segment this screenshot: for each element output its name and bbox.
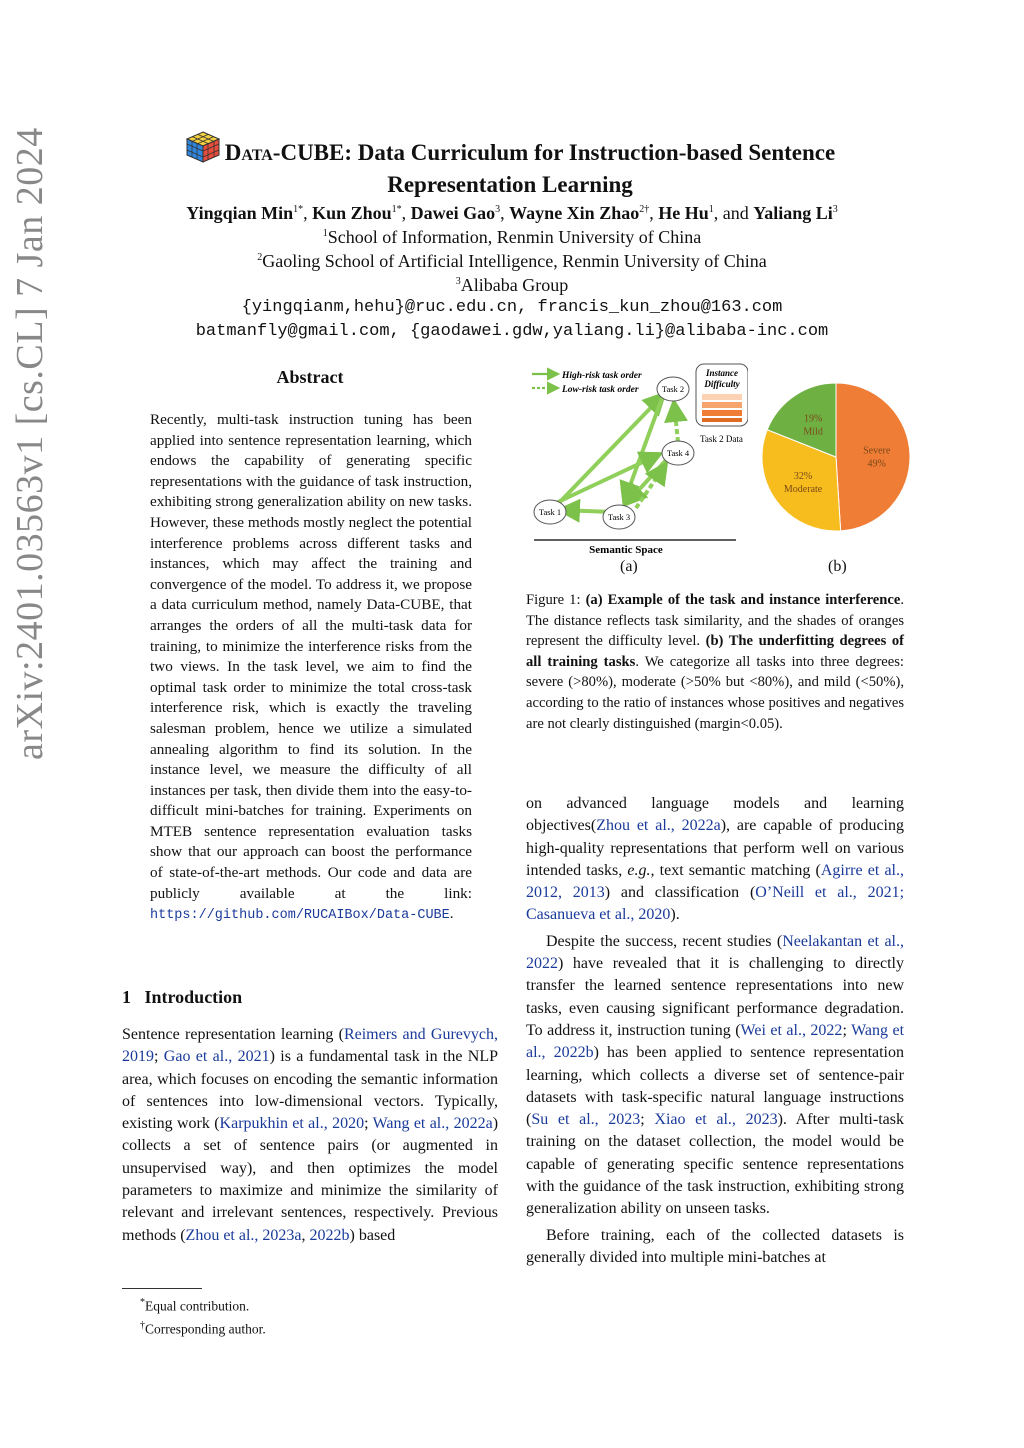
paragraph-text: ; bbox=[640, 1111, 655, 1129]
code-link[interactable]: https://github.com/RUCAIBox/Data-CUBE bbox=[150, 908, 450, 924]
footnote-sup: † bbox=[140, 1319, 145, 1331]
footnote-divider bbox=[122, 1288, 202, 1289]
difficulty-bar bbox=[702, 402, 742, 408]
footnote-2 bbox=[140, 1316, 266, 1339]
author-sup: 1 bbox=[708, 204, 714, 215]
task-label: Task 3 bbox=[607, 512, 631, 522]
footnotes bbox=[140, 1293, 266, 1338]
arrow-t4-t2-low bbox=[674, 402, 678, 442]
difficulty-bar bbox=[702, 410, 742, 416]
instance-label: Instance bbox=[705, 368, 739, 378]
task-label: Task 1 bbox=[538, 507, 562, 517]
abstract-heading: Abstract bbox=[276, 367, 344, 387]
difficulty-bar bbox=[702, 394, 742, 400]
author-name: Kun Zhou bbox=[312, 203, 392, 223]
pie-category-label: Severe bbox=[863, 445, 891, 457]
author-sup: 1* bbox=[293, 204, 304, 215]
paragraph-text: ), are capable of producing high-quality representations that perform well on various intended tasks, bbox=[526, 817, 904, 879]
citation-link[interactable]: Wang et al., 2022a bbox=[372, 1115, 493, 1133]
pie-slice-severe bbox=[836, 383, 910, 531]
citation-link[interactable]: O’Neill et al., 2021; Casanueva et al., 2020 bbox=[526, 884, 905, 924]
caption-text-a: . The distance reflects task similarity, and the shades of oranges represent the difficulty level. bbox=[526, 592, 904, 650]
paragraph-text: ) have revealed that it is challenging to directly transfer the learned sentence representations into new tasks, even causing significant performance degradation. To address it, instruction tuning ( bbox=[526, 955, 904, 1039]
caption-bold-a: (a) Example of the task and instance interference bbox=[585, 592, 901, 608]
citation-link[interactable]: Gao et al., 2021 bbox=[163, 1048, 270, 1066]
paragraph-text: ) and classification ( bbox=[604, 884, 756, 902]
citation-link[interactable]: Zhou et al., 2023a bbox=[185, 1226, 302, 1244]
abstract-text: Recently, multi-task instruction tuning has been applied into sentence representation learning, which endows the capability of generating specific representations with the guidance of task instruction, exhibiting strong generalization ability on new tasks. However, these methods mostly neglect the potential interference problems across different tasks and instances, which may affect the training and convergence of the model. To address it, we propose a data curriculum method, namely Data-CUBE, that arranges the orders of all the multi-task data for training, to minimize the interference risks from the two views. In the task level, we aim to find the optimal task order to minimize the total cross-task interference risk, which is exactly the traveling salesman problem, hence we utilize a simulated annealing algorithm to find its solution. In the instance level, we measure the difficulty of all instances per task, then divide them into the easy-to-difficult mini-batches for training. Experiments on MTEB sentence representation evaluation tasks show that our approach can boost the performance of state-of-the-art methods. Our code and data are publicly available at the link: bbox=[150, 411, 472, 902]
paragraph: Before training, each of the collected datasets is generally divided into multiple mini-batches at bbox=[526, 1226, 904, 1266]
paragraph-text: Despite the success, recent studies ( bbox=[546, 932, 783, 950]
email-line-1: {yingqianm,hehu}@ruc.edu.cn, francis_kun_zhou@163.com bbox=[241, 298, 783, 317]
citation-link[interactable]: Reimers and Gurevych, 2019 bbox=[122, 1026, 499, 1066]
arrow-t1-t2 bbox=[556, 394, 664, 506]
author-sup: 1* bbox=[391, 204, 402, 215]
footnote-1 bbox=[140, 1293, 266, 1316]
email-line-2: batmanfly@gmail.com, {gaodawei.gdw,yaliang.li}@alibaba-inc.com bbox=[195, 322, 829, 341]
instance-difficulty-box bbox=[696, 364, 748, 426]
rubiks-cube-icon bbox=[185, 130, 221, 171]
author-list: Yingqian Min$^{1*}$, Kun Zhou$^{1*}$, Dawei Gao$^3$, Wayne Xin Zhao$^{2\dagger}$, He Hu$^1$, and Yaliang Li$^3$ bbox=[186, 203, 838, 223]
legend-high-label: High-risk task order bbox=[562, 371, 642, 381]
author-name: Yaliang Li bbox=[753, 203, 833, 223]
affiliation-sup: 2 bbox=[257, 252, 263, 263]
caption-bold-b: (b) The underfitting degrees of all training tasks bbox=[526, 633, 904, 670]
paper-title bbox=[150, 130, 870, 199]
paragraph-text: , bbox=[301, 1226, 310, 1244]
difficulty-bar bbox=[702, 418, 742, 422]
task-label: Task 4 bbox=[666, 448, 690, 458]
affiliation-sup: 3 bbox=[455, 276, 461, 287]
affiliation-3 bbox=[100, 270, 924, 297]
abstract-body bbox=[150, 410, 472, 927]
citation-link[interactable]: Wang et al., 2022b bbox=[526, 1021, 905, 1062]
pie-value-label: Mild bbox=[803, 426, 823, 438]
citation-link[interactable]: Su et al., 2023 bbox=[531, 1111, 641, 1129]
author-name: Wayne Xin Zhao bbox=[509, 203, 640, 223]
paragraph-text: ; bbox=[842, 1021, 852, 1039]
affiliation-sup: 1 bbox=[322, 228, 328, 239]
author-name: He Hu bbox=[658, 203, 709, 223]
citation-link[interactable]: Wei et al., 2022 bbox=[740, 1021, 843, 1039]
paragraph-text: e.g., bbox=[627, 861, 655, 879]
affiliation-1 bbox=[100, 222, 924, 249]
figure-label-b: (b) bbox=[828, 558, 847, 575]
paragraph bbox=[122, 1024, 498, 1247]
paragraph-text: ; bbox=[154, 1048, 164, 1066]
paragraph-text: ). bbox=[670, 906, 680, 924]
caption-text-b: . We categorize all tasks into three degrees: severe (>80%), moderate (>50% but <80%), and mild (<50%), according to the ratio of instances whose positives and negatives are not clearly distinguished (margin<0.05). bbox=[526, 653, 904, 732]
paragraph bbox=[526, 793, 904, 927]
citation-link[interactable]: Zhou et al., 2022a bbox=[596, 817, 721, 835]
arxiv-id: arXiv:2401.03563v1 [cs.CL] 7 Jan 2024 bbox=[9, 127, 51, 760]
section-number: 1 bbox=[122, 987, 131, 1007]
title-line1: -CUBE: Data Curriculum for Instruction-based Sentence bbox=[272, 140, 836, 165]
abstract-end: . bbox=[449, 905, 454, 923]
citation-link[interactable]: 2022b bbox=[309, 1226, 350, 1244]
figure-label-a: (a) bbox=[620, 558, 638, 575]
pie-value-label: Moderate bbox=[783, 483, 823, 495]
task-label: Task 2 bbox=[661, 384, 685, 394]
paragraph-text: ; bbox=[364, 1115, 373, 1133]
citation-link[interactable]: Xiao et al., 2023 bbox=[654, 1111, 778, 1129]
figure-1a bbox=[520, 362, 748, 562]
arrow-t1-t4 bbox=[558, 454, 660, 502]
footnote-sup: * bbox=[140, 1297, 145, 1308]
author-sup: 3 bbox=[832, 204, 838, 215]
section-heading bbox=[122, 987, 242, 1008]
author-sup: 3 bbox=[495, 204, 501, 215]
difficulty-label: Difficulty bbox=[704, 379, 740, 389]
paragraph-text: on advanced language models and learning objectives( bbox=[526, 795, 904, 835]
title-line2: Representation Learning bbox=[387, 172, 633, 197]
task2-data-label: Task 2 Data bbox=[700, 434, 743, 444]
task-node bbox=[657, 377, 689, 401]
affiliation-text: Gaoling School of Artificial Intelligence, Renmin University of China bbox=[262, 251, 767, 271]
pie-chart bbox=[754, 362, 914, 562]
right-column-body bbox=[526, 793, 904, 1269]
paragraph-text: ) has been applied to sentence representation learning, which collects a diverse set of sentence-pair datasets with task-specific natural language instructions ( bbox=[526, 1044, 905, 1129]
affiliation-2 bbox=[100, 246, 924, 273]
citation-link[interactable]: Agirre et al., 2012, 2013 bbox=[526, 861, 904, 902]
footnote-text: Equal contribution. bbox=[145, 1298, 250, 1314]
citation-link[interactable]: Karpukhin et al., 2020 bbox=[219, 1115, 365, 1133]
author-name: Dawei Gao bbox=[410, 203, 496, 223]
task-node bbox=[534, 500, 566, 524]
figure-caption bbox=[526, 590, 904, 734]
paragraph-text: ) based bbox=[349, 1226, 396, 1244]
task-node bbox=[603, 505, 635, 529]
section-title: Introduction bbox=[144, 987, 243, 1007]
footnote-text: Corresponding author. bbox=[145, 1321, 266, 1336]
pie-value-label: 49% bbox=[867, 458, 886, 470]
pie-category-label: 19% bbox=[803, 413, 823, 425]
title-smallcaps: Data bbox=[224, 140, 273, 165]
semantic-space-label: Semantic Space bbox=[589, 544, 663, 556]
author-sup: 2† bbox=[639, 204, 650, 215]
paragraph-text: ) collects a set of sentence pairs (or augmented in unsupervised way), and then optimizes the model parameters to maximize and minimize the similarity of relevant and irrelevant sentences, respectively. Previous methods ( bbox=[122, 1115, 499, 1244]
paragraph-text: ). After multi-task training on the dataset collection, the model would be capable of generating specific sentence representations with the guidance of the task instruction, exhibiting strong generalization ability on unseen tasks. bbox=[526, 1111, 904, 1218]
task-node bbox=[662, 441, 694, 465]
intro-paragraph bbox=[122, 1024, 498, 1247]
paragraph-text: Sentence representation learning ( bbox=[122, 1026, 344, 1043]
affiliation-text: School of Information, Renmin University of China bbox=[327, 227, 702, 247]
figure-1b bbox=[754, 362, 914, 562]
paragraph bbox=[526, 931, 904, 1221]
paragraph-text: ) is a fundamental task in the NLP area, which focuses on encoding the semantic information of sentences into low-dimensional vectors. Typically, existing work ( bbox=[122, 1048, 499, 1133]
citation-link[interactable]: Neelakantan et al., 2022 bbox=[526, 932, 905, 973]
affiliation-text: Alibaba Group bbox=[460, 275, 569, 295]
author-name: Yingqian Min bbox=[186, 203, 294, 223]
legend-low-label: Low-risk task order bbox=[562, 385, 639, 395]
pie-category-label: 32% bbox=[793, 470, 813, 482]
caption-prefix: Figure 1: bbox=[526, 592, 586, 608]
paragraph-text: text semantic matching ( bbox=[654, 861, 821, 879]
